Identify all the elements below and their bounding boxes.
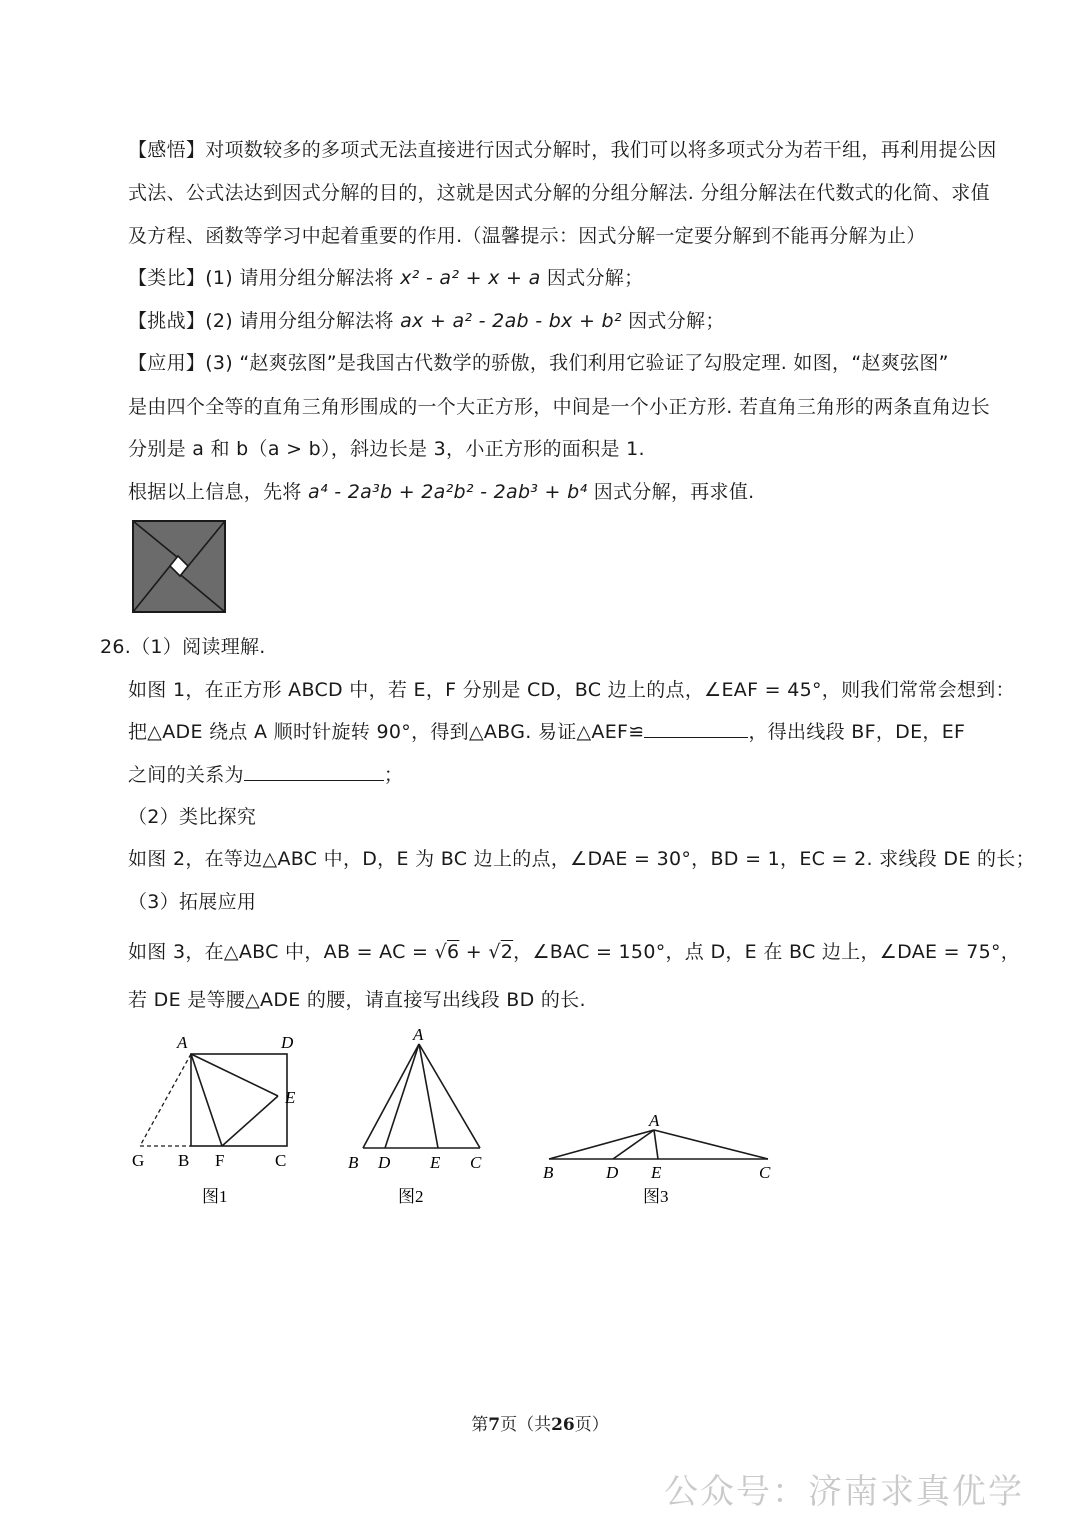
fig1-caption: 图1 [202, 1187, 228, 1206]
ganwu-line-3: 及方程、函数等学习中起着重要的作用.（温馨提示：因式分解一定要分解到不能再分解为止） [128, 225, 926, 247]
fig2-label-B: B [348, 1153, 359, 1172]
q26-p1-line-2 [128, 719, 980, 745]
q26-p1-line-1: 如图 1，在正方形 ABCD 中，若 E，F 分别是 CD，BC 边上的点，∠EAF = 45°，则我们常常会想到： [128, 679, 1015, 701]
fig2-label-E: E [430, 1153, 441, 1172]
footer-post: 页） [574, 1415, 609, 1435]
q26-p3-l1b: ，∠BAC = 150°，点 D，E 在 BC 边上，∠DAE = 75°， [513, 941, 1021, 963]
fig3-label-A: A [649, 1111, 660, 1130]
leibi-prefix: 【类比】(1) 请用分组分解法将 [128, 267, 401, 289]
footer-pre: 第 [471, 1415, 489, 1435]
answer-blank-relation[interactable] [244, 762, 384, 781]
footer-page-number: 7 [488, 1415, 501, 1435]
q26-p1-l3b: ； [383, 764, 404, 786]
fig3-label-D: D [606, 1163, 619, 1182]
q26-p3-line-1 [128, 939, 1021, 965]
fig1-label-A: A [177, 1033, 188, 1052]
fig2-caption: 图2 [398, 1187, 424, 1206]
q26-p2-title: （2）类比探究 [128, 806, 257, 828]
yingyong-line-4 [128, 479, 980, 505]
q26-p1-l2b: ，得出线段 BF，DE，EF [748, 721, 966, 743]
fig2-label-A: A [413, 1025, 424, 1044]
fig2-label-D: D [378, 1153, 391, 1172]
fig1-label-D: D [281, 1033, 294, 1052]
yingyong-line-3: 分别是 a 和 b（a > b），斜边长是 3，小正方形的面积是 1. [128, 438, 645, 460]
yingyong-l4-expression: a⁴ - 2a³b + 2a²b² - 2ab³ + b⁴ [308, 481, 588, 503]
sqrt2: √2 [488, 941, 514, 963]
q26-p3-line-2: 若 DE 是等腰△ADE 的腰，请直接写出线段 BD 的长. [128, 989, 586, 1011]
answer-blank-congruent[interactable] [644, 719, 748, 738]
figure-1 [128, 1028, 318, 1214]
fig1-label-E: E [285, 1088, 296, 1107]
leibi-line [128, 265, 980, 291]
q26-header: 26.（1）阅读理解. [100, 636, 266, 658]
leibi-expression: x² - a² + x + a [400, 267, 541, 289]
watermark: 公众号：济南求真优学 [664, 1472, 1024, 1512]
zhao-shuang-figure [132, 520, 228, 614]
figure-3 [535, 1104, 785, 1214]
q26-p1-l2a: 把△ADE 绕点 A 顺时针旋转 90°，得到△ABG. 易证△AEF≌ [128, 721, 645, 743]
yingyong-l4-suffix: 因式分解，再求值. [587, 481, 755, 503]
plus-sign: + [459, 941, 489, 963]
q26-p2-line-1: 如图 2，在等边△ABC 中，D，E 为 BC 边上的点，∠DAE = 30°，BD = 1，EC = 2. 求线段 DE 的长； [128, 848, 1035, 870]
fig1-label-G: G [132, 1151, 145, 1170]
sqrt6-radicand: 6 [447, 941, 460, 963]
figure-2 [340, 1022, 500, 1212]
page-footer [0, 1410, 1080, 1435]
yingyong-line-1: 【应用】(3) “赵爽弦图”是我国古代数学的骄傲，我们利用它验证了勾股定理. 如图，“赵爽弦图” [128, 352, 949, 374]
yingyong-l4-prefix: 根据以上信息，先将 [128, 481, 309, 503]
fig2-label-C: C [470, 1153, 482, 1172]
fig3-caption: 图3 [643, 1187, 669, 1206]
q26-p3-l1a: 如图 3，在△ABC 中，AB = AC = [128, 941, 435, 963]
tiaozhan-expression: ax + a² - 2ab - bx + b² [400, 310, 622, 332]
q26-p1-line-3 [128, 762, 980, 788]
fig1-label-C: C [275, 1151, 287, 1170]
sqrt6: √6 [434, 941, 460, 963]
fig3-label-C: C [759, 1163, 771, 1182]
q26-p3-title: （3）拓展应用 [128, 891, 257, 913]
leibi-suffix: 因式分解； [540, 267, 644, 289]
tiaozhan-line [128, 308, 980, 334]
footer-total-pages: 26 [551, 1415, 575, 1435]
tiaozhan-prefix: 【挑战】(2) 请用分组分解法将 [128, 310, 401, 332]
fig3-label-E: E [651, 1163, 662, 1182]
q26-p1-l3a: 之间的关系为 [128, 764, 244, 786]
ganwu-line-2: 式法、公式法达到因式分解的目的，这就是因式分解的分组分解法. 分组分解法在代数式的化简、求值 [128, 182, 990, 204]
ganwu-line-1: 【感悟】对项数较多的多项式无法直接进行因式分解时，我们可以将多项式分为若干组，再利用提公因 [128, 139, 997, 161]
yingyong-line-2: 是由四个全等的直角三角形围成的一个大正方形，中间是一个小正方形. 若直角三角形的两条直角边长 [128, 396, 990, 418]
fig1-label-B: B [178, 1151, 190, 1170]
sqrt2-radicand: 2 [500, 941, 514, 963]
fig1-label-F: F [215, 1151, 225, 1170]
fig3-label-B: B [543, 1163, 554, 1182]
footer-mid: 页（共 [500, 1415, 552, 1435]
tiaozhan-suffix: 因式分解； [621, 310, 725, 332]
